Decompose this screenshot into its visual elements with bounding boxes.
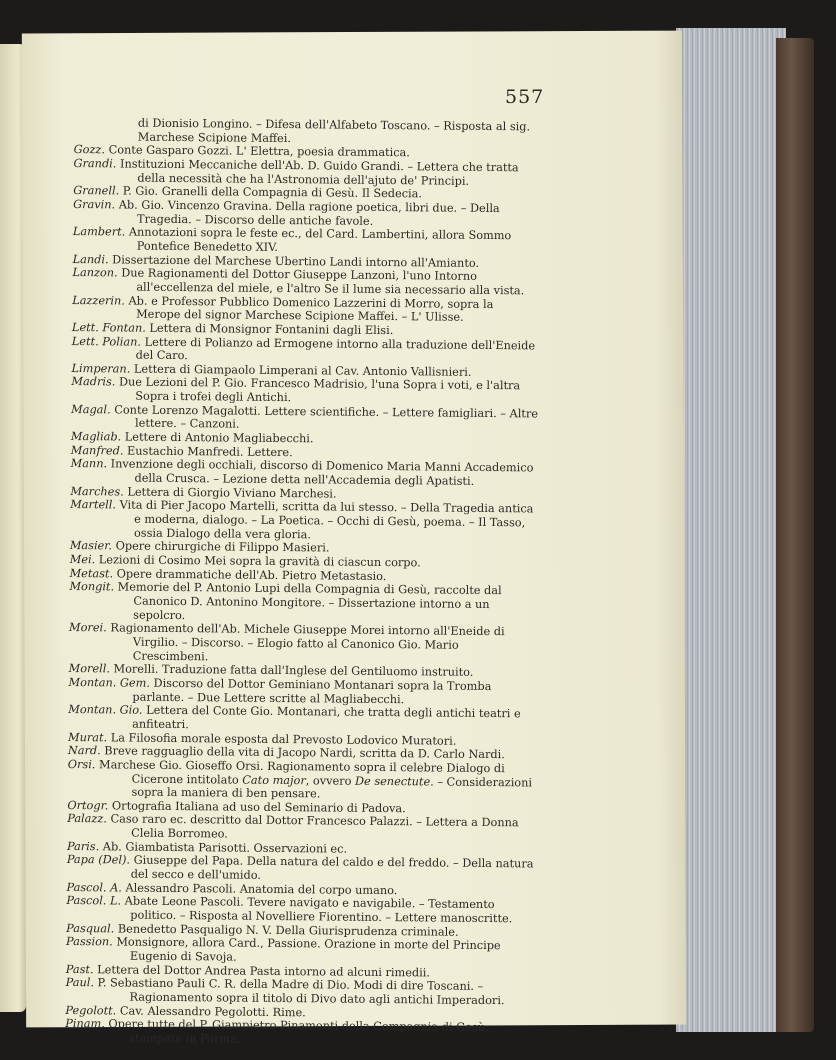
entry-text: Due Lezioni del P. Gio. Francesco Madrisio, l'una Sopra i voti, e l'altra Sopra i trofei degli Antichi. <box>118 375 521 405</box>
entry-text: Opere drammatiche dell'Ab. Pietro Metastasio. <box>116 567 387 583</box>
entry-abbreviation: Gozz. <box>73 143 106 157</box>
entry-text: Conte Lorenzo Magalotti. Lettere scientifiche. – Lettere famigliari. – Altre lettere. – Canzoni. <box>114 403 539 432</box>
entry-abbreviation: Paul. <box>65 976 95 990</box>
entry-abbreviation: Pascol. A. <box>66 880 122 895</box>
entry-abbreviation: Magal. <box>71 402 111 417</box>
entry-abbreviation: Martell. <box>70 498 117 512</box>
list-item <box>69 580 537 625</box>
entry-text: Lettera di Giorgio Viviano Marchesi. <box>127 485 337 501</box>
entry-abbreviation: Gravin. <box>73 197 116 212</box>
entry-text: Marchese Gio. Gioseffo Orsi. Ragionamento sopra il celebre Dialogo di Cicerone intitolato <box>98 758 505 787</box>
work-title: Cato major <box>242 773 306 787</box>
entry-text: Conte Gasparo Gozzi. L' Elettra, poesia drammatica. <box>108 143 410 160</box>
entry-abbreviation: Morei. <box>69 621 107 635</box>
entry-abbreviation: Mann. <box>70 457 108 471</box>
entry-text: Vita di Pier Jacopo Martelli, scritta da lui stesso. – Della Tragedia antica e moderna, dialogo. – La Poetica. – Occhi di Gesù, poema. – Il Tasso, ossia Dialogo della vera gloria. <box>119 498 534 541</box>
entry-abbreviation: Manfred. <box>70 443 124 458</box>
entry-text: Lezioni di Cosimo Mei sopra la gravità di ciascun corpo. <box>98 553 421 570</box>
entry-abbreviation: Pasqual. <box>66 921 115 936</box>
entry-abbreviation: Mei. <box>69 552 96 567</box>
entry-text: La Filosofia morale esposta dal Prevosto Lodovico Muratori. <box>110 730 457 748</box>
entry-abbreviation: Passion. <box>66 935 113 949</box>
page-block-edge <box>676 28 786 1032</box>
entry-abbreviation: Lazzerin. <box>72 293 126 308</box>
entry-text: Lettera del Dottor Andrea Pasta intorno ad alcuni rimedii. <box>97 962 431 980</box>
entry-abbreviation: Pinam. <box>65 1017 105 1031</box>
entry-text: Discorso del Dottor Geminiano Montanari sopra la Tromba parlante. – Due Lettere scritte al Magliabecchi. <box>132 676 492 706</box>
entry-text: Opere chirurgiche di Filippo Masieri. <box>115 539 330 555</box>
bibliography-list <box>65 116 542 1049</box>
entry-text: Invenzione degli occhiali, discorso di Domenico Maria Manni Accademico della Crusca. – Lezione detta nell'Accademia degli Apatisti. <box>110 457 534 488</box>
entry-text: Due Ragionamenti del Dottor Giuseppe Lanzoni, l'uno Intorno all'eccellenza del miele, e l'altro Se il lume sia necessario alla vista. <box>121 266 525 298</box>
work-title: De senectute <box>354 774 431 788</box>
entry-text: Instituzioni Meccaniche dell'Ab. D. Guido Grandi. – Lettera che tratta della necessità che ha l'Astronomia dell'ajuto de' Principi. <box>119 157 519 188</box>
entry-text: Monsignore, allora Card., Passione. Orazione in morte del Principe Eugenio di Savoja. <box>116 935 501 964</box>
entry-abbreviation: Magliab. <box>70 430 122 444</box>
page-number: 557 <box>505 86 545 108</box>
entry-abbreviation: Lanzon. <box>72 266 118 280</box>
entry-abbreviation: Palazz. <box>67 812 107 826</box>
entry-abbreviation: Lett. Polian. <box>71 334 142 349</box>
book-cover <box>776 38 814 1032</box>
entry-text: Annotazioni sopra le feste ec., del Card. Lambertini, allora Sommo Pontefice Benedetto XIV. <box>128 225 512 254</box>
entry-text: Giuseppe del Papa. Della natura del caldo e del freddo. – Della natura del secco e dell'umido. <box>130 854 534 882</box>
list-item <box>65 1017 533 1049</box>
entry-abbreviation: Montan. Gem. <box>68 675 151 690</box>
entry-abbreviation: Murat. <box>67 730 108 744</box>
entry-text: Benedetto Pasqualigo N. V. Della Giurisprudenza criminale. <box>117 922 459 939</box>
entry-text: Lettera di Monsignor Fontanini dagli Elisi. <box>149 321 394 337</box>
entry-abbreviation: Pascol. L. <box>66 894 122 908</box>
entry-text: Morelli. Traduzione fatta dall'Inglese del Gentiluomo instruito. <box>113 662 474 680</box>
entry-abbreviation: Ortogr. <box>67 798 109 813</box>
entry-abbreviation: Past. <box>65 962 94 976</box>
entry-abbreviation: Lett. Fontan. <box>71 320 146 335</box>
entry-text: P. Gio. Granelli della Compagnia di Gesù. Il Sedecia. <box>122 184 423 201</box>
entry-abbreviation: Masier. <box>69 539 113 553</box>
entry-text: Ab. Gio. Vincenzo Gravina. Della ragione poetica, libri due. – Della Tragedia. – Discorso delle antiche favole. <box>118 198 500 228</box>
entry-text: Abate Leone Pascoli. Tevere navigato e navigabile. – Testamento politico. – Risposta al Novelliere Fiorentino. – Lettere manoscritte. <box>124 894 513 926</box>
entry-abbreviation: Papa (Del). <box>66 853 131 868</box>
list-item <box>69 621 537 666</box>
entry-text: Ragionamento dell'Ab. Michele Giuseppe Morei intorno all'Eneide di Virgilio. – Discorso. – Elogio fatto al Canonico Gio. Mario Crescimbeni. <box>110 621 505 663</box>
entry-text: P. Sebastiano Pauli C. R. della Madre di Dio. Modi di dire Toscani. – Ragionamento sopra il titolo di Divo dato agli antichi Imperadori. <box>97 976 505 1008</box>
entry-text: Breve ragguaglio della vita di Jacopo Nardi, scritta da D. Carlo Nardi. <box>104 744 505 762</box>
list-item: Orsi. Marchese Gio. Gioseffo Orsi. Ragionamento sopra il celebre Dialogo di Cicerone intitolato Cato major, ovvero De senectute. – Considerazioni sopra la maniera di ben pensare. <box>67 757 533 801</box>
entry-abbreviation: Landi. <box>72 252 109 266</box>
entry-text: Lettere di Antonio Magliabecchi. <box>124 430 314 446</box>
entry-abbreviation: Paris. <box>66 839 100 854</box>
entry-abbreviation: Nard. <box>67 744 101 758</box>
entry-text: Lettere di Polianzo ad Ermogene intorno alla traduzione dell'Eneide del Caro. <box>135 335 536 363</box>
entry-abbreviation: Limperan. <box>71 361 131 376</box>
entry-text: Eustachio Manfredi. Lettere. <box>126 444 293 459</box>
entry-abbreviation: Orsi. <box>67 757 96 772</box>
entry-abbreviation: Granell. <box>73 184 120 198</box>
entry-text: Opere tutte del P. Giampietro Pinamonti della Compagnia di Gesù, stampate in Parma. <box>108 1017 489 1046</box>
entry-text: Alessandro Pascoli. Anatomia del corpo umano. <box>125 881 398 897</box>
entry-abbreviation: Grandi. <box>73 156 117 171</box>
entry-abbreviation: Montan. Gio. <box>68 703 143 717</box>
entry-abbreviation: Metast. <box>69 566 114 581</box>
list-item: di Dionisio Longino. – Difesa dell'Alfabeto Toscano. – Risposta al sig. Marchese Scipione Maffei. <box>137 116 531 145</box>
entry-text: Memorie del P. Antonio Lupi della Compagnia di Gesù, raccolte dal Canonico D. Antonino Mongitore. – Dissertazione intorno a un sepolcro. <box>117 580 502 622</box>
entry-abbreviation: Morell. <box>68 662 111 676</box>
entry-abbreviation: Mongit. <box>69 580 115 594</box>
entry-text: Lettera di Giampaolo Limperani al Cav. Antonio Vallisnieri. <box>133 362 472 379</box>
entry-text: Cav. Alessandro Pegolotti. Rime. <box>119 1004 306 1019</box>
entry-text: Lettera del Conte Gio. Montanari, che tratta degli antichi teatri e anfiteatri. <box>132 703 521 732</box>
entry-text: Caso raro ec. descritto dal Dottor Francesco Palazzi. – Lettera a Donna Clelia Borromeo. <box>110 812 519 841</box>
entry-abbreviation: Marches. <box>70 484 124 499</box>
entry-abbreviation: Pegolott. <box>65 1003 117 1018</box>
entry-text: Ortografia Italiana ad uso del Seminario di Padova. <box>111 799 406 816</box>
entry-text: Dissertazione del Marchese Ubertino Landi intorno all'Amianto. <box>112 252 480 270</box>
entry-abbreviation: Madris. <box>71 375 116 389</box>
entry-text: Ab. Giambatista Parisotti. Osservazioni ec. <box>102 840 348 856</box>
entry-text: Ab. e Professor Pubblico Domenico Lazzerini di Morro, sopra la Merope del signor Marchese Scipione Maffei. – L' Ulisse. <box>128 294 494 324</box>
entry-abbreviation: Lambert. <box>72 225 126 239</box>
list-item <box>70 498 538 543</box>
